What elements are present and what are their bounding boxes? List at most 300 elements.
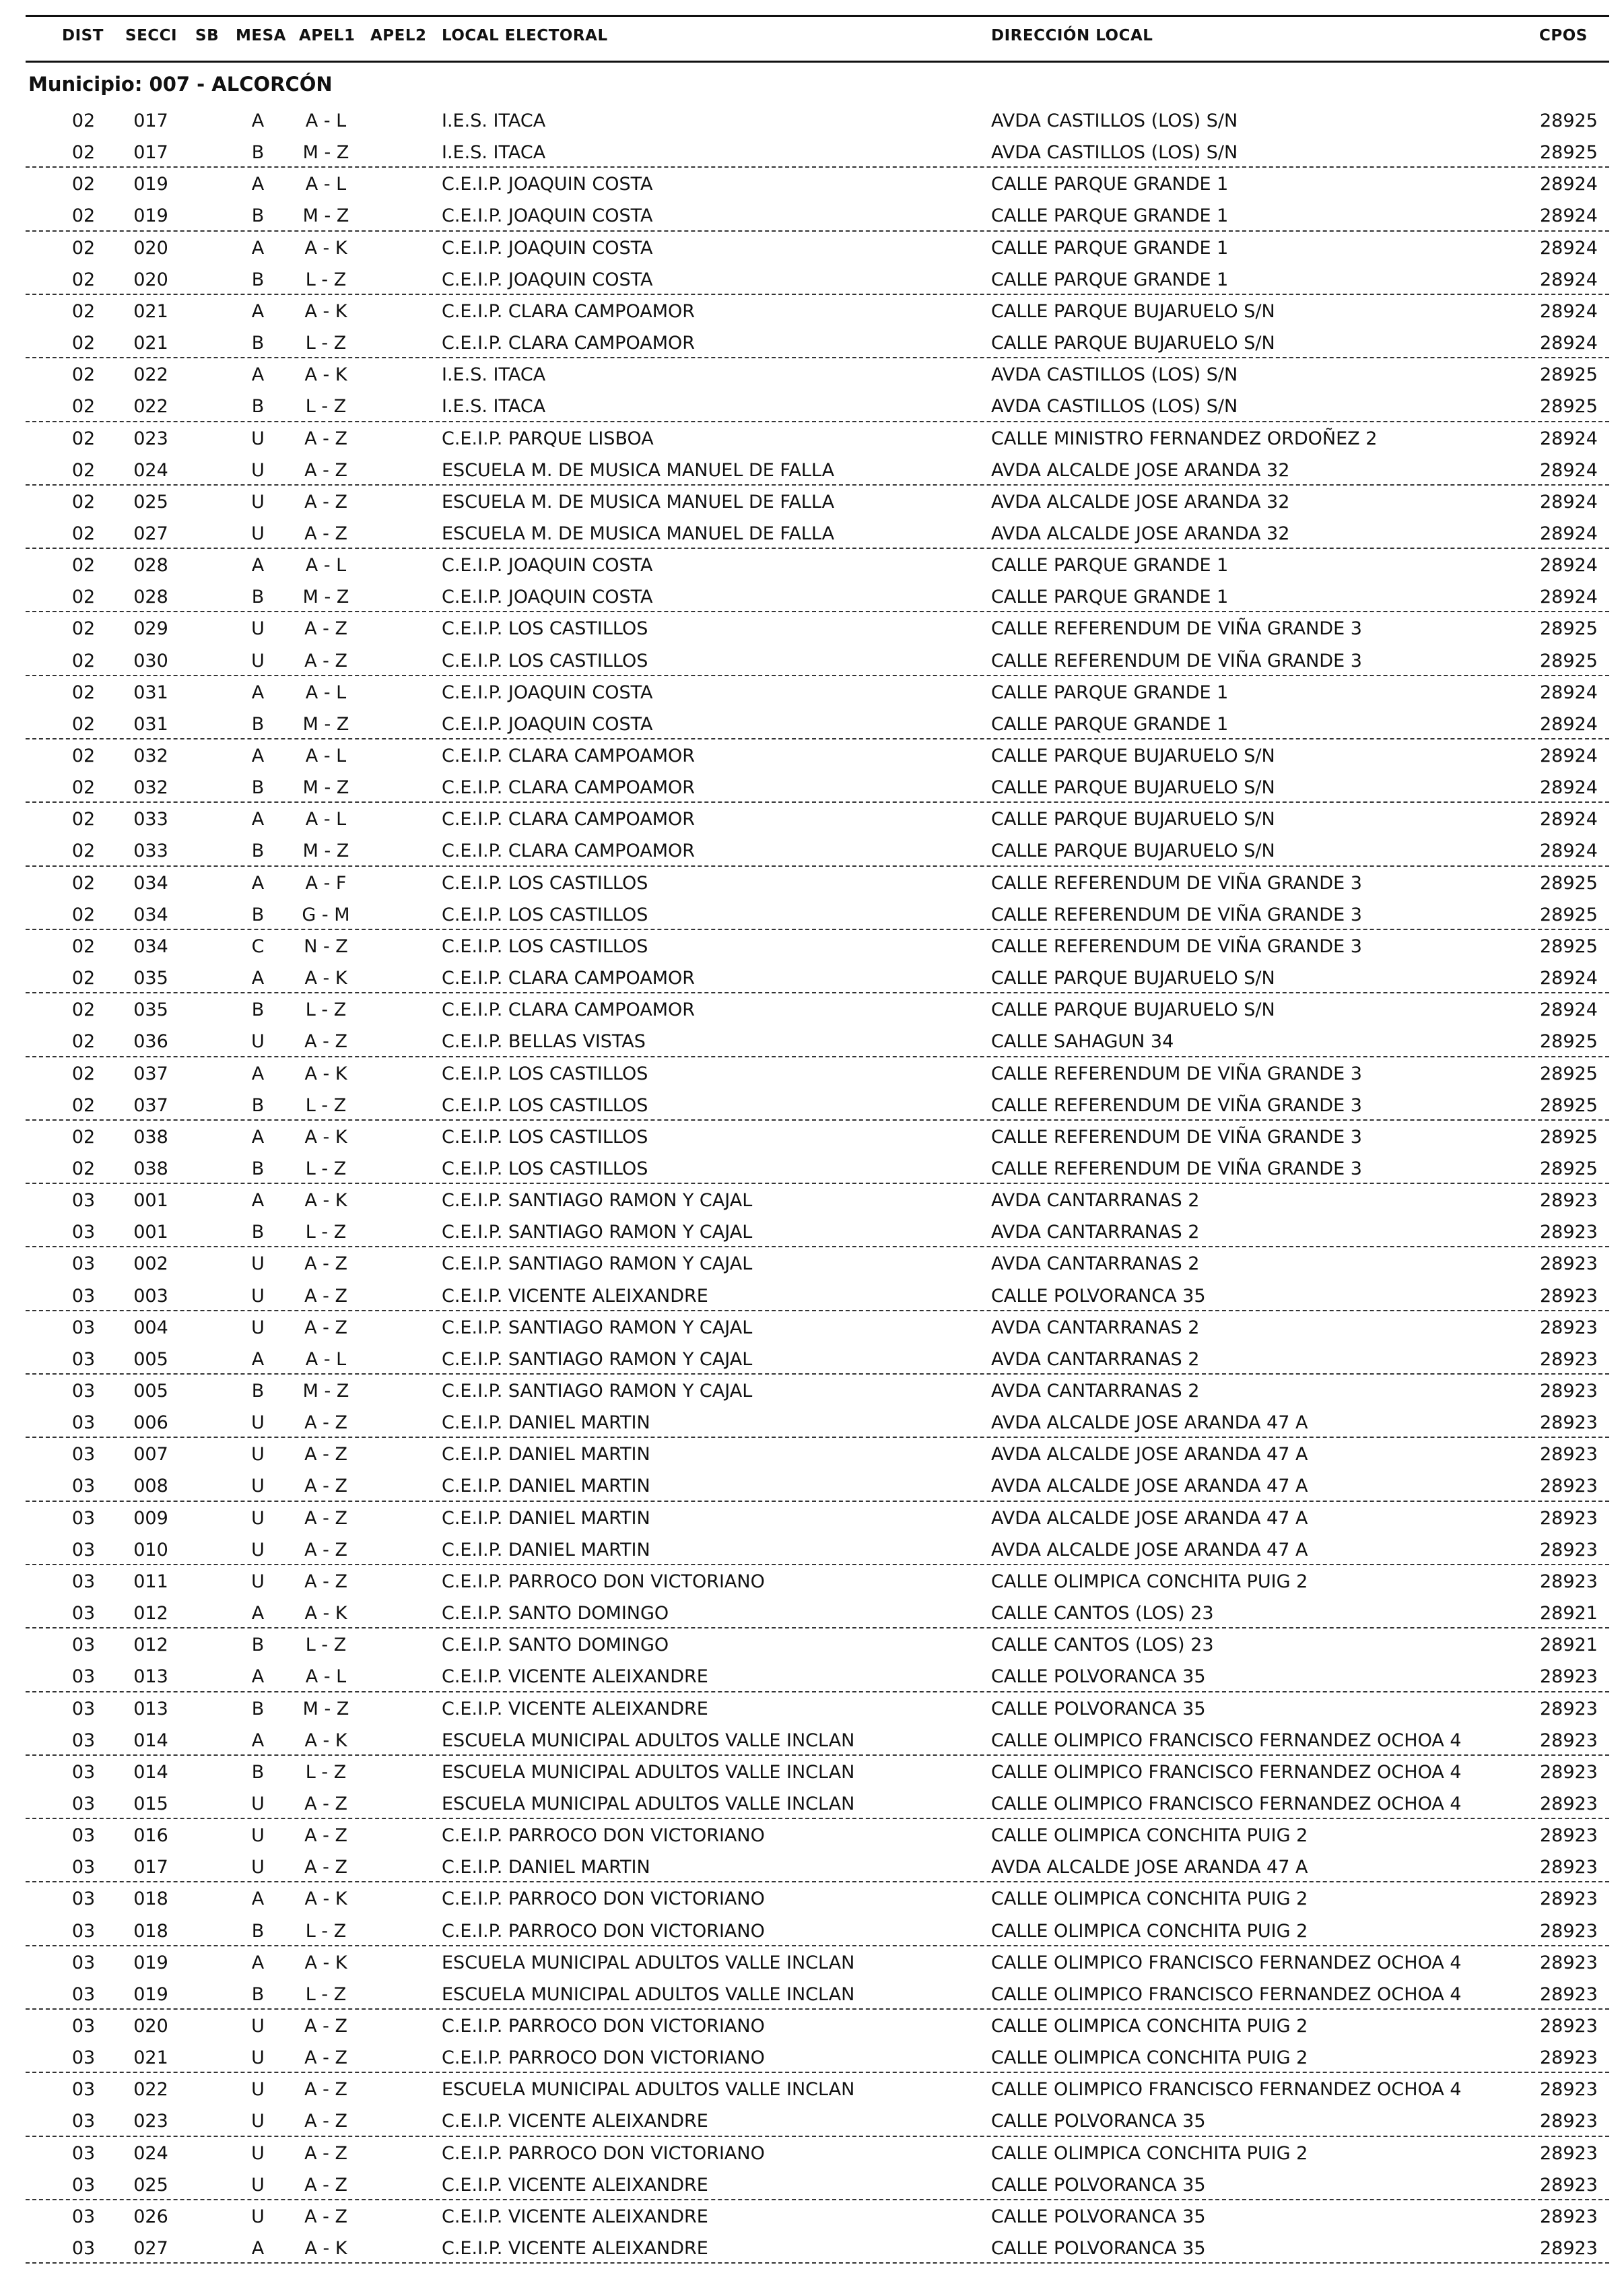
cpos-cell: 28924 <box>1540 523 1598 544</box>
table-row <box>0 1724 1624 1756</box>
apel1-cell: M - Z <box>302 1698 349 1719</box>
secci-cell: 020 <box>133 2016 168 2037</box>
table-row <box>0 486 1624 517</box>
dist-cell: 02 <box>71 1126 96 1148</box>
mesa-cell: A <box>251 1063 265 1084</box>
apel1-cell: A - Z <box>304 2047 347 2069</box>
secci-cell: 023 <box>133 428 168 449</box>
apel1-cell: A - K <box>304 2238 347 2260</box>
cpos-cell: 28923 <box>1540 2111 1598 2132</box>
secci-cell: 032 <box>133 777 168 799</box>
direccion-cell: CALLE REFERENDUM DE VIÑA GRANDE 3 <box>991 650 1362 671</box>
local-cell: I.E.S. ITACA <box>442 110 546 131</box>
cpos-cell: 28921 <box>1540 1635 1598 1656</box>
local-cell: C.E.I.P. JOAQUIN COSTA <box>442 269 653 290</box>
direccion-cell: CALLE REFERENDUM DE VIÑA GRANDE 3 <box>991 872 1362 894</box>
cpos-cell: 28925 <box>1540 142 1598 164</box>
apel1-cell: A - Z <box>304 1507 347 1529</box>
cpos-cell: 28924 <box>1540 809 1598 830</box>
table-row <box>0 1152 1624 1184</box>
mesa-cell: U <box>251 1507 265 1529</box>
table-row <box>0 1470 1624 1501</box>
header-top-rule <box>26 15 1609 17</box>
apel1-cell: L - Z <box>305 1761 347 1783</box>
direccion-cell: CALLE PARQUE GRANDE 1 <box>991 237 1229 259</box>
table-row <box>0 2105 1624 2136</box>
direccion-cell: CALLE OLIMPICA CONCHITA PUIG 2 <box>991 1571 1308 1592</box>
local-cell: C.E.I.P. JOAQUIN COSTA <box>442 587 653 608</box>
local-cell: C.E.I.P. PARROCO DON VICTORIANO <box>442 1825 765 1847</box>
col-header-sb: SB <box>195 27 219 44</box>
local-cell: C.E.I.P. LOS CASTILLOS <box>442 935 648 957</box>
secci-cell: 013 <box>133 1698 168 1719</box>
direccion-cell: AVDA CANTARRANAS 2 <box>991 1190 1200 1212</box>
local-cell: C.E.I.P. CLARA CAMPOAMOR <box>442 300 696 322</box>
apel1-cell: L - Z <box>305 333 347 354</box>
mesa-cell: B <box>251 1635 265 1656</box>
secci-cell: 010 <box>133 1539 168 1560</box>
table-row <box>0 327 1624 358</box>
mesa-cell: B <box>251 777 265 799</box>
table-row <box>0 2073 1624 2105</box>
cpos-cell: 28923 <box>1540 1285 1598 1307</box>
table-row <box>0 962 1624 993</box>
secci-cell: 012 <box>133 1635 168 1656</box>
col-header-apel1: APEL1 <box>299 27 356 44</box>
secci-cell: 023 <box>133 2111 168 2132</box>
direccion-cell: CALLE POLVORANCA 35 <box>991 2111 1206 2132</box>
dist-cell: 02 <box>71 682 96 703</box>
local-cell: C.E.I.P. VICENTE ALEIXANDRE <box>442 2111 708 2132</box>
dist-cell: 03 <box>71 2079 96 2101</box>
cpos-cell: 28925 <box>1540 904 1598 925</box>
secci-cell: 019 <box>133 174 168 195</box>
direccion-cell: AVDA CANTARRANAS 2 <box>991 1381 1200 1402</box>
apel1-cell: A - F <box>305 872 347 894</box>
dist-cell: 03 <box>71 2238 96 2260</box>
dist-cell: 03 <box>71 1348 96 1370</box>
apel1-cell: M - Z <box>302 777 349 799</box>
local-cell: C.E.I.P. LOS CASTILLOS <box>442 1063 648 1084</box>
apel1-cell: A - Z <box>304 1253 347 1275</box>
dist-cell: 02 <box>71 300 96 322</box>
secci-cell: 038 <box>133 1126 168 1148</box>
secci-cell: 027 <box>133 2238 168 2260</box>
table-row <box>0 1692 1624 1724</box>
mesa-cell: A <box>251 872 265 894</box>
secci-cell: 025 <box>133 491 168 513</box>
table-row <box>0 549 1624 581</box>
direccion-cell: AVDA ALCALDE JOSE ARANDA 47 A <box>991 1539 1308 1560</box>
dist-cell: 02 <box>71 459 96 481</box>
mesa-cell: A <box>251 364 265 386</box>
apel1-cell: A - K <box>304 1888 347 1910</box>
direccion-cell: AVDA ALCALDE JOSE ARANDA 47 A <box>991 1412 1308 1434</box>
col-header-cpos: CPOS <box>1539 27 1588 44</box>
apel1-cell: A - K <box>304 1063 347 1084</box>
cpos-cell: 28923 <box>1540 1983 1598 2005</box>
mesa-cell: A <box>251 174 265 195</box>
secci-cell: 031 <box>133 713 168 735</box>
cpos-cell: 28921 <box>1540 1603 1598 1624</box>
apel1-cell: A - L <box>305 809 347 830</box>
direccion-cell: CALLE REFERENDUM DE VIÑA GRANDE 3 <box>991 1158 1362 1179</box>
mesa-cell: B <box>251 713 265 735</box>
secci-cell: 014 <box>133 1730 168 1751</box>
secci-cell: 014 <box>133 1761 168 1783</box>
mesa-cell: U <box>251 1793 265 1814</box>
mesa-cell: U <box>251 2079 265 2101</box>
apel1-cell: L - Z <box>305 1222 347 1243</box>
local-cell: C.E.I.P. PARROCO DON VICTORIANO <box>442 1571 765 1592</box>
direccion-cell: CALLE POLVORANCA 35 <box>991 2238 1206 2260</box>
mesa-cell: A <box>251 746 265 766</box>
cpos-cell: 28923 <box>1540 2016 1598 2037</box>
table-row <box>0 1406 1624 1438</box>
local-cell: ESCUELA MUNICIPAL ADULTOS VALLE INCLAN <box>442 1761 855 1783</box>
apel1-cell: L - Z <box>305 396 347 418</box>
dist-cell: 02 <box>71 746 96 766</box>
direccion-cell: AVDA ALCALDE JOSE ARANDA 32 <box>991 491 1290 513</box>
secci-cell: 001 <box>133 1222 168 1243</box>
direccion-cell: CALLE REFERENDUM DE VIÑA GRANDE 3 <box>991 1126 1362 1148</box>
dist-cell: 02 <box>71 237 96 259</box>
cpos-cell: 28923 <box>1540 1539 1598 1560</box>
cpos-cell: 28924 <box>1540 968 1598 989</box>
dist-cell: 02 <box>71 713 96 735</box>
direccion-cell: CALLE PARQUE GRANDE 1 <box>991 205 1229 227</box>
cpos-cell: 28923 <box>1540 1698 1598 1719</box>
dist-cell: 03 <box>71 1666 96 1688</box>
table-row <box>0 1756 1624 1787</box>
local-cell: C.E.I.P. SANTO DOMINGO <box>442 1603 669 1624</box>
table-row <box>0 104 1624 136</box>
direccion-cell: CALLE OLIMPICA CONCHITA PUIG 2 <box>991 1888 1308 1910</box>
mesa-cell: B <box>251 1381 265 1402</box>
secci-cell: 007 <box>133 1444 168 1466</box>
table-row <box>0 1438 1624 1470</box>
mesa-cell: U <box>251 2111 265 2132</box>
secci-cell: 034 <box>133 935 168 957</box>
mesa-cell: U <box>251 2206 265 2227</box>
mesa-cell: B <box>251 1920 265 1942</box>
direccion-cell: CALLE REFERENDUM DE VIÑA GRANDE 3 <box>991 1063 1362 1084</box>
apel1-cell: A - L <box>305 174 347 195</box>
dist-cell: 02 <box>71 333 96 354</box>
dist-cell: 02 <box>71 904 96 925</box>
table-row <box>0 1882 1624 1914</box>
direccion-cell: CALLE POLVORANCA 35 <box>991 2206 1206 2227</box>
local-cell: ESCUELA M. DE MUSICA MANUEL DE FALLA <box>442 491 835 513</box>
direccion-cell: CALLE PARQUE BUJARUELO S/N <box>991 809 1275 830</box>
apel1-cell: A - Z <box>304 1444 347 1466</box>
cpos-cell: 28925 <box>1540 650 1598 671</box>
dist-cell: 02 <box>71 999 96 1021</box>
table-row <box>0 136 1624 168</box>
apel1-cell: L - Z <box>305 1635 347 1656</box>
mesa-cell: A <box>251 237 265 259</box>
cpos-cell: 28923 <box>1540 2142 1598 2164</box>
dist-cell: 02 <box>71 523 96 544</box>
table-row <box>0 358 1624 390</box>
mesa-cell: U <box>251 523 265 544</box>
apel1-cell: L - Z <box>305 1094 347 1116</box>
cpos-cell: 28925 <box>1540 935 1598 957</box>
secci-cell: 026 <box>133 2206 168 2227</box>
dist-cell: 03 <box>71 1952 96 1973</box>
dist-cell: 03 <box>71 1698 96 1719</box>
apel1-cell: A - K <box>304 237 347 259</box>
table-row <box>0 1787 1624 1819</box>
table-row <box>0 1819 1624 1851</box>
table-row <box>0 1089 1624 1121</box>
dist-cell: 02 <box>71 142 96 164</box>
mesa-cell: U <box>251 2174 265 2196</box>
dist-cell: 03 <box>71 1825 96 1847</box>
direccion-cell: CALLE PARQUE BUJARUELO S/N <box>991 777 1275 799</box>
dist-cell: 02 <box>71 841 96 862</box>
dist-cell: 03 <box>71 1507 96 1529</box>
apel1-cell: A - Z <box>304 650 347 671</box>
apel1-cell: A - Z <box>304 1825 347 1847</box>
local-cell: C.E.I.P. SANTIAGO RAMON Y CAJAL <box>442 1253 753 1275</box>
table-row <box>0 263 1624 295</box>
secci-cell: 022 <box>133 396 168 418</box>
mesa-cell: A <box>251 555 265 577</box>
dist-cell: 02 <box>71 935 96 957</box>
mesa-cell: A <box>251 968 265 989</box>
table-row <box>0 898 1624 930</box>
apel1-cell: A - Z <box>304 1285 347 1307</box>
secci-cell: 017 <box>133 110 168 131</box>
dist-cell: 02 <box>71 110 96 131</box>
local-cell: C.E.I.P. LOS CASTILLOS <box>442 1094 648 1116</box>
local-cell: C.E.I.P. CLARA CAMPOAMOR <box>442 746 696 766</box>
secci-cell: 035 <box>133 968 168 989</box>
secci-cell: 003 <box>133 1285 168 1307</box>
apel1-cell: A - Z <box>304 618 347 640</box>
local-cell: C.E.I.P. CLARA CAMPOAMOR <box>442 968 696 989</box>
direccion-cell: AVDA ALCALDE JOSE ARANDA 47 A <box>991 1444 1308 1466</box>
dist-cell: 02 <box>71 491 96 513</box>
dist-cell: 03 <box>71 2047 96 2069</box>
mesa-cell: U <box>251 1317 265 1338</box>
cpos-cell: 28923 <box>1540 1793 1598 1814</box>
dist-cell: 02 <box>71 428 96 449</box>
mesa-cell: A <box>251 1348 265 1370</box>
col-header-local: LOCAL ELECTORAL <box>442 27 608 44</box>
cpos-cell: 28924 <box>1540 841 1598 862</box>
dist-cell: 03 <box>71 2174 96 2196</box>
mesa-cell: B <box>251 396 265 418</box>
mesa-cell: U <box>251 428 265 449</box>
table-row <box>0 422 1624 454</box>
apel1-cell: N - Z <box>304 935 348 957</box>
row-separator <box>26 2262 1609 2264</box>
table-row <box>0 1184 1624 1216</box>
apel1-cell: A - Z <box>304 1571 347 1592</box>
cpos-cell: 28923 <box>1540 1952 1598 1973</box>
cpos-cell: 28923 <box>1540 1507 1598 1529</box>
cpos-cell: 28923 <box>1540 1222 1598 1243</box>
apel1-cell: A - K <box>304 968 347 989</box>
mesa-cell: U <box>251 2047 265 2069</box>
cpos-cell: 28923 <box>1540 1253 1598 1275</box>
cpos-cell: 28924 <box>1540 205 1598 227</box>
mesa-cell: A <box>251 1952 265 1973</box>
mesa-cell: C <box>251 935 265 957</box>
dist-cell: 03 <box>71 1381 96 1402</box>
local-cell: C.E.I.P. BELLAS VISTAS <box>442 1031 646 1053</box>
cpos-cell: 28925 <box>1540 1094 1598 1116</box>
apel1-cell: M - Z <box>302 713 349 735</box>
cpos-cell: 28923 <box>1540 1317 1598 1338</box>
table-row <box>0 168 1624 199</box>
table-row <box>0 1502 1624 1534</box>
table-row <box>0 1343 1624 1375</box>
local-cell: C.E.I.P. SANTIAGO RAMON Y CAJAL <box>442 1222 753 1243</box>
apel1-cell: A - L <box>305 746 347 766</box>
direccion-cell: AVDA CASTILLOS (LOS) S/N <box>991 396 1238 418</box>
direccion-cell: CALLE SAHAGUN 34 <box>991 1031 1174 1053</box>
local-cell: ESCUELA MUNICIPAL ADULTOS VALLE INCLAN <box>442 1730 855 1751</box>
dist-cell: 03 <box>71 1412 96 1434</box>
cpos-cell: 28924 <box>1540 491 1598 513</box>
mesa-cell: U <box>251 618 265 640</box>
direccion-cell: AVDA ALCALDE JOSE ARANDA 47 A <box>991 1476 1308 1497</box>
direccion-cell: CALLE REFERENDUM DE VIÑA GRANDE 3 <box>991 935 1362 957</box>
cpos-cell: 28925 <box>1540 110 1598 131</box>
table-row <box>0 1247 1624 1279</box>
secci-cell: 037 <box>133 1094 168 1116</box>
secci-cell: 021 <box>133 333 168 354</box>
cpos-cell: 28923 <box>1540 1920 1598 1942</box>
apel1-cell: M - Z <box>302 841 349 862</box>
table-row <box>0 1057 1624 1089</box>
local-cell: C.E.I.P. SANTIAGO RAMON Y CAJAL <box>442 1348 753 1370</box>
mesa-cell: U <box>251 650 265 671</box>
table-row <box>0 676 1624 708</box>
cpos-cell: 28924 <box>1540 174 1598 195</box>
secci-cell: 028 <box>133 555 168 577</box>
cpos-cell: 28924 <box>1540 555 1598 577</box>
dist-cell: 02 <box>71 205 96 227</box>
secci-cell: 024 <box>133 459 168 481</box>
cpos-cell: 28925 <box>1540 1158 1598 1179</box>
dist-cell: 03 <box>71 1857 96 1878</box>
mesa-cell: U <box>251 1031 265 1053</box>
direccion-cell: CALLE PARQUE GRANDE 1 <box>991 682 1229 703</box>
direccion-cell: CALLE OLIMPICA CONCHITA PUIG 2 <box>991 2142 1308 2164</box>
table-row <box>0 199 1624 231</box>
direccion-cell: CALLE REFERENDUM DE VIÑA GRANDE 3 <box>991 904 1362 925</box>
table-row <box>0 771 1624 803</box>
apel1-cell: A - L <box>305 555 347 577</box>
apel1-cell: A - Z <box>304 1857 347 1878</box>
local-cell: C.E.I.P. JOAQUIN COSTA <box>442 237 653 259</box>
apel1-cell: M - Z <box>302 587 349 608</box>
dist-cell: 02 <box>71 618 96 640</box>
table-row <box>0 834 1624 866</box>
mesa-cell: B <box>251 587 265 608</box>
mesa-cell: A <box>251 110 265 131</box>
direccion-cell: AVDA CANTARRANAS 2 <box>991 1253 1200 1275</box>
apel1-cell: L - Z <box>305 999 347 1021</box>
cpos-cell: 28924 <box>1540 333 1598 354</box>
table-row <box>0 1280 1624 1311</box>
table-row <box>0 803 1624 834</box>
local-cell: C.E.I.P. PARROCO DON VICTORIANO <box>442 1888 765 1910</box>
cpos-cell: 28923 <box>1540 1825 1598 1847</box>
mesa-cell: A <box>251 809 265 830</box>
mesa-cell: A <box>251 1666 265 1688</box>
secci-cell: 016 <box>133 1825 168 1847</box>
secci-cell: 015 <box>133 1793 168 1814</box>
dist-cell: 03 <box>71 1888 96 1910</box>
mesa-cell: B <box>251 1761 265 1783</box>
secci-cell: 001 <box>133 1190 168 1212</box>
direccion-cell: CALLE PARQUE GRANDE 1 <box>991 587 1229 608</box>
mesa-cell: A <box>251 1888 265 1910</box>
secci-cell: 013 <box>133 1666 168 1688</box>
cpos-cell: 28923 <box>1540 1348 1598 1370</box>
apel1-cell: L - Z <box>305 1920 347 1942</box>
direccion-cell: CALLE REFERENDUM DE VIÑA GRANDE 3 <box>991 1094 1362 1116</box>
direccion-cell: CALLE PARQUE BUJARUELO S/N <box>991 999 1275 1021</box>
secci-cell: 021 <box>133 300 168 322</box>
table-row <box>0 2041 1624 2073</box>
dist-cell: 02 <box>71 1063 96 1084</box>
mesa-cell: A <box>251 1126 265 1148</box>
secci-cell: 027 <box>133 523 168 544</box>
local-cell: C.E.I.P. LOS CASTILLOS <box>442 1158 648 1179</box>
direccion-cell: AVDA ALCALDE JOSE ARANDA 47 A <box>991 1857 1308 1878</box>
secci-cell: 034 <box>133 872 168 894</box>
secci-cell: 008 <box>133 1476 168 1497</box>
mesa-cell: U <box>251 2016 265 2037</box>
apel1-cell: A - L <box>305 1348 347 1370</box>
local-cell: C.E.I.P. LOS CASTILLOS <box>442 904 648 925</box>
cpos-cell: 28925 <box>1540 1063 1598 1084</box>
dist-cell: 03 <box>71 1603 96 1624</box>
cpos-cell: 28924 <box>1540 682 1598 703</box>
col-header-mesa: MESA <box>236 27 286 44</box>
dist-cell: 03 <box>71 1920 96 1942</box>
cpos-cell: 28925 <box>1540 872 1598 894</box>
dist-cell: 03 <box>71 2111 96 2132</box>
cpos-cell: 28924 <box>1540 459 1598 481</box>
cpos-cell: 28924 <box>1540 777 1598 799</box>
dist-cell: 03 <box>71 1253 96 1275</box>
mesa-cell: B <box>251 205 265 227</box>
local-cell: C.E.I.P. PARQUE LISBOA <box>442 428 654 449</box>
direccion-cell: AVDA CANTARRANAS 2 <box>991 1317 1200 1338</box>
cpos-cell: 28923 <box>1540 1666 1598 1688</box>
mesa-cell: A <box>251 300 265 322</box>
local-cell: C.E.I.P. DANIEL MARTIN <box>442 1476 650 1497</box>
secci-cell: 011 <box>133 1571 168 1592</box>
apel1-cell: M - Z <box>302 142 349 164</box>
local-cell: C.E.I.P. PARROCO DON VICTORIANO <box>442 2047 765 2069</box>
secci-cell: 017 <box>133 142 168 164</box>
secci-cell: 028 <box>133 587 168 608</box>
table-row <box>0 993 1624 1025</box>
dist-cell: 03 <box>71 2016 96 2037</box>
dist-cell: 03 <box>71 1761 96 1783</box>
dist-cell: 02 <box>71 555 96 577</box>
direccion-cell: CALLE POLVORANCA 35 <box>991 1698 1206 1719</box>
table-row <box>0 1565 1624 1597</box>
